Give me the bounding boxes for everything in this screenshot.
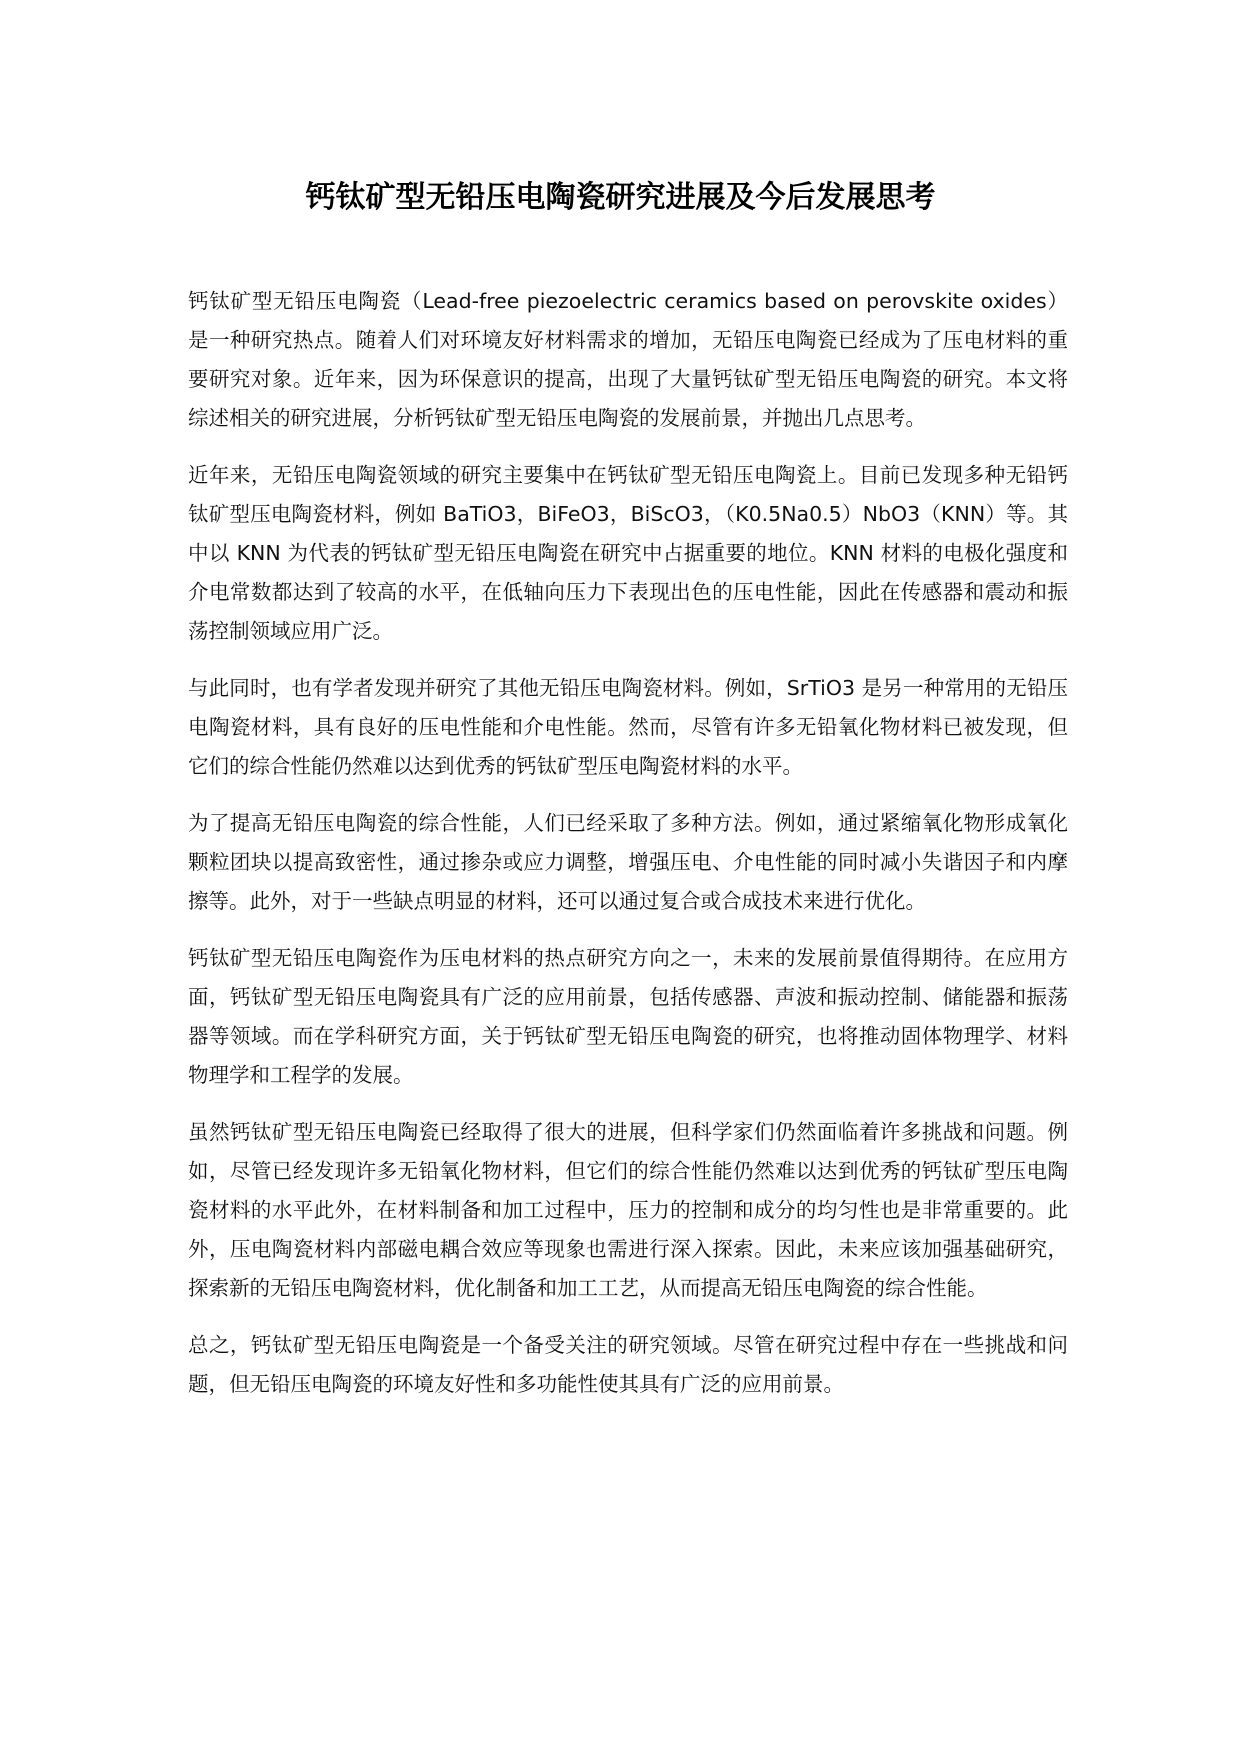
paragraph-challenges: 虽然钙钛矿型无铅压电陶瓷已经取得了很大的进展，但科学家们仍然面临着许多挑战和问题。例如，尽管已经发现许多无铅氧化物材料，但它们的综合性能仍然难以达到优秀的钙钛矿型压电陶瓷材料的水平此外，在材料制备和加工过程中，压力的控制和成分的均匀性也是非常重要的。此外，压电陶瓷材料内部磁电耦合效应等现象也需进行深入探索。因此，未来应该加强基础研究，探索新的无铅压电陶瓷材料，优化制备和加工工艺，从而提高无铅压电陶瓷的综合性能。	[188, 1120, 1068, 1300]
paragraph-prospects: 钙钛矿型无铅压电陶瓷作为压电材料的热点研究方向之一，未来的发展前景值得期待。在应用方面，钙钛矿型无铅压电陶瓷具有广泛的应用前景，包括传感器、声波和振动控制、储能器和振荡器等领域。而在学科研究方面，关于钙钛矿型无铅压电陶瓷的研究，也将推动固体物理学、材料物理学和工程学的发展。	[188, 946, 1068, 1087]
paragraph-intro: 钙钛矿型无铅压电陶瓷（Lead-free piezoelectric ceramics based on perovskite oxides）是一种研究热点。随着人们对环境友好材料需求的增加，无铅压电陶瓷已经成为了压电材料的重要研究对象。近年来，因为环保意识的提高，出现了大量钙钛矿型无铅压电陶瓷的研究。本文将综述相关的研究进展，分析钙钛矿型无铅压电陶瓷的发展前景，并抛出几点思考。	[188, 289, 1068, 430]
document-title: 钙钛矿型无铅压电陶瓷研究进展及今后发展思考	[305, 180, 936, 215]
paragraph-improvement-methods: 为了提高无铅压电陶瓷的综合性能，人们已经采取了多种方法。例如，通过紧缩氧化物形成氧化颗粒团块以提高致密性，通过掺杂或应力调整，增强压电、介电性能的同时减小失谐因子和内摩擦等。此外，对于一些缺点明显的材料，还可以通过复合或合成技术来进行优化。	[188, 811, 1068, 913]
paragraph-research-status: 近年来，无铅压电陶瓷领域的研究主要集中在钙钛矿型无铅压电陶瓷上。目前已发现多种无铅钙钛矿型压电陶瓷材料，例如 BaTiO3，BiFeO3，BiScO3，（K0.5Na0.5）NbO3（KNN）等。其中以 KNN 为代表的钙钛矿型无铅压电陶瓷在研究中占据重要的地位。KNN 材料的电极化强度和介电常数都达到了较高的水平，在低轴向压力下表现出色的压电性能，因此在传感器和震动和振荡控制领域应用广泛。	[188, 463, 1068, 643]
paragraph-other-materials: 与此同时，也有学者发现并研究了其他无铅压电陶瓷材料。例如，SrTiO3 是另一种常用的无铅压电陶瓷材料，具有良好的压电性能和介电性能。然而，尽管有许多无铅氧化物材料已被发现，但它们的综合性能仍然难以达到优秀的钙钛矿型压电陶瓷材料的水平。	[188, 676, 1068, 778]
document-body	[188, 282, 1068, 1422]
paragraph-conclusion: 总之，钙钛矿型无铅压电陶瓷是一个备受关注的研究领域。尽管在研究过程中存在一些挑战和问题，但无铅压电陶瓷的环境友好性和多功能性使其具有广泛的应用前景。	[188, 1333, 1068, 1396]
